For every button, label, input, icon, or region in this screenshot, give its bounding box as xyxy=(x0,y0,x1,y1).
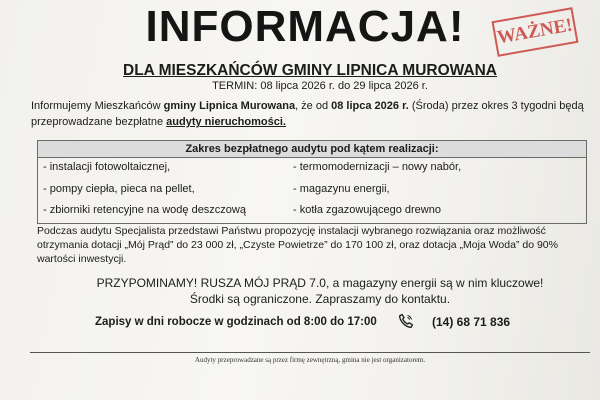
intro-audyty: audyty nieruchomości. xyxy=(166,116,286,128)
divider xyxy=(30,352,590,353)
intro-text-1: Informujemy Mieszkańców xyxy=(31,100,164,112)
scope-item-storage: - magazynu energii, xyxy=(293,183,390,195)
phone-number[interactable]: (14) 68 71 836 xyxy=(432,315,511,329)
intro-text-2: , że od xyxy=(295,100,332,112)
date-range: TERMIN: 08 lipca 2026 r. do 29 lipca 2026 r. xyxy=(212,80,428,92)
intro-gmina: gminy Lipnica Murowana xyxy=(163,100,296,112)
scope-box xyxy=(37,140,587,224)
intro-date: 08 lipca 2026 r. xyxy=(331,100,409,112)
scope-item-thermo: - termomodernizacji – nowy nabór, xyxy=(293,161,462,173)
intro-text-3: (Środa) przez okres 3 tygodni będą przeprowadzane bezpłatne xyxy=(31,100,584,128)
scope-item-boiler: - kotła zgazowującego drewno xyxy=(293,204,441,216)
scope-item-retention: - zbiorniki retencyjne na wodę deszczową xyxy=(43,204,246,216)
reminder-line-1: PRZYPOMINAMY! RUSZA MÓJ PRĄD 7.0, a magazyny energii są w nim kluczowe! xyxy=(96,276,544,290)
footnote: Audyty przeprowadzane są przez firmę zewnętrzną, gmina nie jest organizatorem. xyxy=(194,356,426,364)
intro-paragraph xyxy=(31,98,591,130)
subtitle: DLA MIESZKAŃCÓW GMINY LIPNICA MUROWANA xyxy=(123,62,497,79)
audit-paragraph: Podczas audytu Specjalista przedstawi Państwu propozycję instalacji wybranego rozwiązania oraz możliwość otrzymania dotacji „Mój Prąd” do 23 000 zł, „Czyste Powietrze” do 170 100 zł, oraz dotacja „Moja Woda” do 90% wartości inwestycji. xyxy=(37,225,558,265)
scope-item-heatpump: - pompy ciepła, pieca na pellet, xyxy=(43,183,195,195)
scope-item-pv: - instalacji fotowoltaicznej, xyxy=(43,161,171,173)
important-stamp: WAŻNE! xyxy=(491,7,578,57)
scope-header: Zakres bezpłatnego audytu pod kątem realizacji: xyxy=(38,141,586,158)
reminder xyxy=(0,275,600,307)
reminder-line-2: Środki są ograniczone. Zapraszamy do kontaktu. xyxy=(189,292,451,306)
page-title: INFORMACJA! xyxy=(145,2,465,51)
phone-icon xyxy=(398,313,414,329)
signup-hours: Zapisy w dni robocze w godzinach od 8:00 do 17:00 xyxy=(95,316,377,328)
